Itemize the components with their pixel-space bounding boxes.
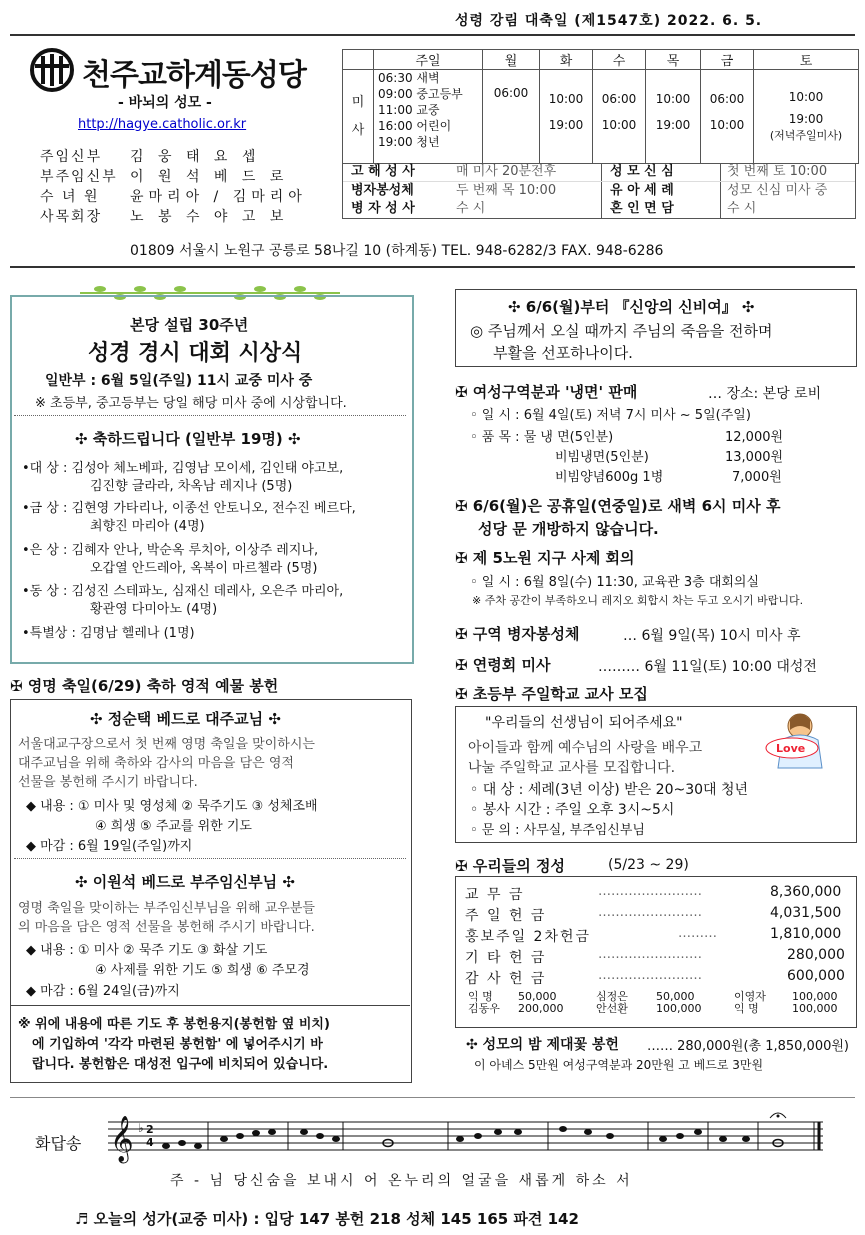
offering-dots: …………………… — [598, 968, 702, 983]
mystery-title: ✣ 6/6(월)부터 『신앙의 신비여』 ✣ — [508, 298, 755, 316]
psalm-music-staff — [108, 1110, 828, 1174]
feast-text: 선물을 봉헌해 주시기 바랍니다. — [18, 775, 198, 790]
clergy-note: ※ 주차 공간이 부족하오니 레지오 회합시 차는 두고 오시기 바랍니다. — [472, 594, 804, 607]
donor-amount: 100,000 — [792, 990, 838, 1003]
mass-label — [343, 70, 374, 164]
sale-when: ◦ 일 시 : 6월 4일(토) 저녁 7시 미사 ~ 5일(주일) — [470, 408, 751, 423]
award-line: •특별상 : 김명남 헬레나 (1명) — [22, 626, 195, 641]
time: 19:00 — [788, 112, 824, 126]
teacher-item: ◦ 봉사 시간 : 주일 오후 3시~5시 — [470, 802, 675, 818]
music-staff-icon — [108, 1110, 828, 1170]
offering-label: 홍보주일 2차헌금 — [465, 929, 592, 945]
donor-amount: 50,000 — [656, 990, 695, 1003]
feast-text: 의 마음을 담은 영적 선물을 봉헌해 주시기 바랍니다. — [18, 920, 315, 935]
friday-times — [701, 70, 754, 164]
parish-name: 천주교하계동성당 — [82, 58, 306, 93]
donor-name: 익 명 — [734, 1002, 759, 1015]
day-header: 수 — [593, 50, 646, 70]
award-line: •대 상 : 김성아 체노베파, 김영남 모이세, 김인태 야고보, — [22, 461, 344, 476]
day-header: 월 — [483, 50, 540, 70]
donor-name: 안선환 — [596, 1002, 628, 1015]
feast-footer: 에 기입하여 '각각 마련된 봉헌함' 에 넣어주시기 바 — [32, 1037, 323, 1052]
offering-amount: 600,000 — [787, 968, 845, 984]
tuesday-times — [540, 70, 593, 164]
address-line: 01809 서울시 노원구 공릉로 58나길 10 (하계동) TEL. 948-6282/3 FAX. 948-6286 — [130, 243, 664, 259]
offering-dots: …………………… — [598, 884, 702, 899]
offering-dots: ……… — [678, 926, 717, 941]
dotted-divider — [14, 858, 406, 859]
staff-role: 부주임신부 — [40, 169, 118, 185]
psalm-lyrics: 주 - 님 당신숨을 보내시 어 온누리의 얼굴을 새롭게 하소 서 — [170, 1173, 633, 1189]
divider — [455, 1027, 855, 1028]
svg-text:2: 2 — [146, 1123, 154, 1136]
time: 06:00 — [601, 92, 637, 106]
offering-label: 주 일 헌 금 — [465, 908, 547, 924]
time: 10:00 — [655, 92, 691, 106]
staff-role: 주임신부 — [40, 149, 103, 165]
parish-logo — [25, 48, 79, 96]
feast-footer: ※ 위에 내용에 따른 기도 후 봉헌용지(봉헌함 옆 비치) — [18, 1017, 330, 1032]
cross-logo-icon — [25, 48, 79, 92]
feast-item: ◆ 마감 : 6월 19일(주일)까지 — [26, 839, 193, 854]
sacrament-value: 수 시 — [456, 201, 486, 216]
offering-label: 감 사 헌 금 — [465, 971, 547, 987]
award-line: •동 상 : 김성진 스테파노, 심재신 데레사, 오은주 마리아, — [22, 584, 344, 599]
parish-subtitle: - 바뇌의 성모 - — [118, 95, 212, 111]
assoc-heading: ✠ 연령회 미사 — [455, 656, 551, 674]
contest-title-1: 본당 설립 30주년 — [130, 316, 249, 334]
time: 10:00 — [601, 118, 637, 132]
sacrament-value: 매 미사 20분전후 — [456, 164, 557, 179]
sunday-time: 06:30 새벽 — [378, 71, 440, 85]
divider — [10, 1097, 855, 1098]
monday-times — [483, 70, 540, 164]
sacrament-key: 병자봉성체 — [351, 183, 414, 198]
donor-amount: 50,000 — [518, 990, 557, 1003]
feast-p2-title: ✣ 이원석 베드로 부주임신부님 ✣ — [75, 873, 295, 891]
holiday-notice: ✠ 6/6(월)은 공휴일(연중일)로 새벽 6시 미사 후 — [455, 497, 781, 515]
feast-item: ◆ 마감 : 6월 24일(금)까지 — [26, 984, 180, 999]
offering-dots: …………………… — [598, 947, 702, 962]
feast-item: ◆ 내용 : ① 미사 ② 묵주 기도 ③ 화살 기도 — [26, 943, 268, 958]
donor-amount: 100,000 — [656, 1002, 702, 1015]
feast-item: ④ 사제를 위한 기도 ⑤ 희생 ⑥ 주모경 — [95, 963, 310, 978]
staff-role: 사목회장 — [40, 209, 103, 225]
parish-url[interactable]: http://hagye.catholic.or.kr — [78, 117, 247, 132]
divider — [10, 1005, 410, 1006]
sunday-time: 09:00 중고등부 — [378, 87, 463, 101]
mass-label-2: 사 — [351, 122, 365, 138]
staff-name: 노 봉 수 야 고 보 — [130, 209, 289, 225]
divider — [10, 266, 855, 268]
sacrament-row — [343, 163, 855, 182]
day-header: 주일 — [374, 50, 483, 70]
thursday-times — [646, 70, 701, 164]
vigil-title: ✣ 성모의 밤 제대꽃 봉헌 — [466, 1037, 619, 1053]
award-line: 오갑열 안드레아, 옥복이 마르첼라 (5명) — [90, 561, 318, 576]
teacher-item: ◦ 대 상 : 세례(3년 이상) 받은 20~30대 청년 — [470, 782, 749, 798]
day-header: 금 — [701, 50, 754, 70]
feast-text: 영명 축일을 맞이하는 부주임신부님을 위해 교우분들 — [18, 901, 315, 916]
offering-label: 기 타 헌 금 — [465, 950, 547, 966]
time: 06:00 — [493, 86, 529, 100]
feast-text: 서울대교구장으로서 첫 번째 영명 축일을 맞이하시는 — [18, 737, 315, 752]
hymn-line: ♬ 오늘의 성가(교중 미사) : 입당 147 봉헌 218 성체 145 165 파견 142 — [75, 1210, 579, 1228]
staff-name: 김 웅 태 요 셉 — [130, 149, 261, 165]
divider — [10, 34, 855, 36]
staff-name: 윤마리아 / 김마리아 — [130, 189, 307, 205]
donor-amount: 100,000 — [792, 1002, 838, 1015]
donor-name: 김동우 — [468, 1002, 500, 1015]
teacher-quote: "우리들의 선생님이 되어주세요" — [485, 715, 683, 731]
time: 19:00 — [548, 118, 584, 132]
sacrament-key: 성 모 신 심 — [601, 163, 720, 181]
day-header: 목 — [646, 50, 701, 70]
staff-name: 이 원 석 베 드 로 — [130, 169, 289, 185]
donor-amount: 200,000 — [518, 1002, 564, 1015]
sunday-time: 11:00 교중 — [378, 103, 440, 117]
sale-item-price: 13,000원 — [725, 450, 784, 465]
teacher-heading: ✠ 초등부 주일학교 교사 모집 — [455, 685, 648, 703]
sunday-time: 16:00 어린이 — [378, 119, 452, 133]
dotted-divider — [14, 415, 406, 416]
donor-name: 이영자 — [734, 990, 766, 1003]
offering-label: 교 무 금 — [465, 887, 525, 903]
sacrament-value: 수 시 — [720, 200, 756, 218]
mass-label-1: 미 — [351, 94, 365, 110]
issue-line: 성령 강림 대축일 (제1547호) 2022. 6. 5. — [455, 13, 763, 29]
offering-dots: …………………… — [598, 905, 702, 920]
sunday-times — [374, 70, 483, 164]
mystery-text: 부활을 선포하나이다. — [493, 344, 633, 362]
donor-name: 익 명 — [468, 990, 493, 1003]
sale-item-price: 12,000원 — [725, 430, 784, 445]
teacher-text: 아이들과 함께 예수님의 사랑을 배우고 — [468, 740, 703, 756]
sale-item-price: 7,000원 — [732, 470, 782, 485]
staff-role: 수 녀 원 — [40, 189, 100, 205]
sick-when: … 6월 9일(목) 10시 미사 후 — [623, 628, 801, 644]
time: 10:00 — [548, 92, 584, 106]
clergy-heading: ✠ 제 5노원 지구 사제 회의 — [455, 549, 635, 567]
offering-amount: 4,031,500 — [770, 905, 842, 921]
wednesday-times — [593, 70, 646, 164]
time: 10:00 — [709, 118, 745, 132]
offering-amount: 1,810,000 — [770, 926, 842, 942]
time: 19:00 — [655, 118, 691, 132]
sacrament-key: 고 해 성 사 — [351, 164, 415, 179]
jesus-icon — [752, 710, 832, 772]
award-line: •은 상 : 김혜자 안나, 박순옥 루치아, 이상주 레지나, — [22, 543, 319, 558]
sale-item-name: ◦ 품 목 : 물 냉 면(5인분) — [470, 430, 614, 445]
time: 10:00 — [788, 90, 824, 104]
feast-item: ④ 희생 ⑤ 주교를 위한 기도 — [95, 819, 252, 834]
assoc-when: ……… 6월 11일(토) 10:00 대성전 — [598, 659, 817, 675]
sacrament-row — [343, 200, 855, 218]
day-header: 토 — [754, 50, 859, 70]
holiday-notice: 성당 문 개방하지 않습니다. — [478, 520, 659, 538]
offering-amount: 280,000 — [787, 947, 845, 963]
donor-list — [468, 991, 838, 1015]
love-label: Love — [776, 742, 806, 755]
sale-item-name: 비빔양념600g 1병 — [555, 470, 664, 485]
saturday-times — [754, 70, 859, 164]
time-note: (저녁주일미사) — [769, 129, 843, 142]
svg-text:♭: ♭ — [138, 1121, 144, 1135]
teacher-item: ◦ 문 의 : 사무실, 부주임신부님 — [470, 823, 645, 838]
feast-heading: ✠ 영명 축일(6/29) 축하 영적 예물 봉헌 — [10, 677, 279, 695]
jesus-love-illustration — [752, 710, 832, 772]
sacrament-key: 병 자 성 사 — [351, 201, 415, 216]
svg-text:𝄞: 𝄞 — [110, 1116, 134, 1162]
day-header: 화 — [540, 50, 593, 70]
mystery-text: ◎ 주님께서 오실 때까지 주님의 죽음을 전하며 — [470, 322, 773, 340]
feast-p1-title: ✣ 정순택 베드로 대주교님 ✣ — [90, 710, 281, 728]
offering-amount: 8,360,000 — [770, 884, 842, 900]
award-line: •금 상 : 김현영 가타리나, 이종선 안토니오, 전수진 베르다, — [22, 501, 356, 516]
sacrament-value: 성모 신심 미사 중 — [720, 182, 827, 200]
sacrament-key: 혼 인 면 담 — [601, 200, 720, 218]
sacrament-value: 두 번째 목 10:00 — [456, 183, 557, 198]
feast-footer: 랍니다. 봉헌함은 대성전 입구에 비치되어 있습니다. — [32, 1057, 329, 1072]
svg-text:4: 4 — [146, 1136, 154, 1149]
vigil-items: 이 아녜스 5만원 여성구역분과 20만원 고 베드로 3만원 — [474, 1058, 764, 1072]
sacrament-key: 유 아 세 례 — [601, 182, 720, 200]
staff-list — [40, 147, 330, 227]
sacrament-row — [343, 182, 855, 200]
sacrament-table — [342, 163, 856, 219]
vigil-total: …… 280,000원(총 1,850,000원) — [647, 1039, 850, 1054]
sale-place: … 장소: 본당 로비 — [708, 386, 822, 402]
mass-schedule-table — [342, 49, 859, 164]
award-line: 김진향 글라라, 차옥남 레지나 (5명) — [90, 479, 293, 494]
award-line: 황관영 다미아노 (4명) — [90, 602, 218, 617]
award-line: 최향진 마리아 (4명) — [90, 519, 205, 534]
teacher-text: 나눌 주일학교 교사를 모집합니다. — [468, 760, 676, 776]
corner-cell — [343, 50, 374, 70]
offering-period: (5/23 ~ 29) — [608, 857, 689, 873]
clergy-when: ◦ 일 시 : 6월 8일(수) 11:30, 교육관 3층 대회의실 — [470, 575, 760, 590]
sunday-time: 19:00 청년 — [378, 135, 440, 149]
contest-when: 일반부 : 6월 5일(주일) 11시 교중 미사 중 — [45, 373, 313, 389]
feast-item: ◆ 내용 : ① 미사 및 영성체 ② 묵주기도 ③ 성체조배 — [26, 799, 318, 814]
sale-heading: ✠ 여성구역분과 '냉면' 판매 — [455, 383, 638, 401]
feast-text: 대주교님을 위해 축하와 감사의 마음을 담은 영적 — [18, 756, 294, 771]
sacrament-value: 첫 번째 토 10:00 — [720, 163, 827, 181]
sick-heading: ✠ 구역 병자봉성체 — [455, 625, 580, 643]
contest-title-2: 성경 경시 대회 시상식 — [88, 341, 303, 366]
time: 06:00 — [709, 92, 745, 106]
psalm-label: 화답송 — [35, 1134, 82, 1153]
offering-heading: ✠ 우리들의 정성 — [455, 857, 565, 875]
donor-name: 심정은 — [596, 990, 628, 1003]
congrats-title: ✣ 축하드립니다 (일반부 19명) ✣ — [75, 430, 301, 448]
contest-note: ※ 초등부, 중고등부는 당일 해당 미사 중에 시상합니다. — [35, 396, 347, 411]
sale-item-name: 비빔냉면(5인분) — [555, 450, 649, 465]
